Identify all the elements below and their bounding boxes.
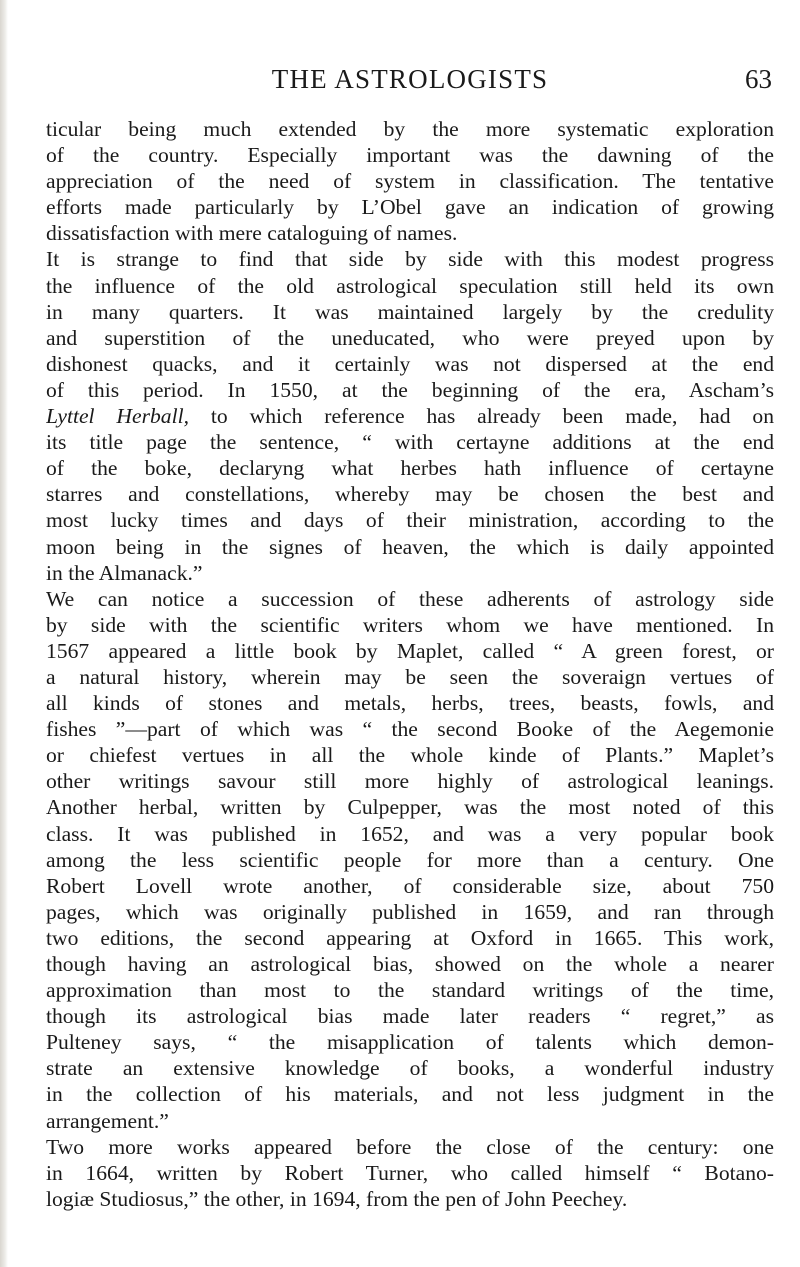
book-page — [46, 64, 774, 1212]
text-line: starres and constellations, whereby may be chosen the best and — [46, 482, 774, 507]
text-line: two editions, the second appearing at Oxford in 1665. This work, — [46, 925, 774, 950]
text-line: in the collection of his materials, and not less judgment in the — [46, 1082, 774, 1107]
body-text — [46, 116, 774, 1212]
text-line-with-italic — [46, 403, 774, 429]
text-line: approximation than most to the standard writings of the time, — [46, 978, 774, 1003]
running-head — [46, 64, 774, 104]
text-line: fishes ”—part of which was “ the second Booke of the Aegemonie — [46, 717, 774, 742]
text-line: Pulteney says, “ the misapplication of talents which demon- — [46, 1030, 774, 1055]
text-line: dishonest quacks, and it certainly was not dispersed at the end — [46, 351, 774, 376]
text-line: though its astrological bias made later readers “ regret,” as — [46, 1004, 774, 1029]
text-line: other writings savour still more highly of astrological leanings. — [46, 769, 774, 794]
text-line: logiæ Studiosus,” the other, in 1694, from the pen of John Peechey. — [46, 1186, 628, 1211]
text-line: of this period. In 1550, at the beginning of the era, Ascham’s — [46, 377, 774, 402]
text-line-rest: to which reference has already been made, had on — [189, 404, 774, 429]
text-line: though having an astrological bias, showed on the whole a nearer — [46, 952, 774, 976]
text-line: in 1664, written by Robert Turner, who called himself “ Botano- — [46, 1160, 774, 1185]
text-line: of the country. Especially important was the dawning of the — [46, 143, 774, 168]
text-line: and superstition of the uneducated, who were preyed upon by — [46, 325, 774, 350]
running-title: THE ASTROLOGISTS — [271, 64, 549, 94]
text-line: arrangement.” — [46, 1108, 169, 1133]
text-line: in the Almanack.” — [46, 560, 203, 585]
text-line: dissatisfaction with mere cataloguing of names. — [46, 221, 458, 246]
text-line: class. It was published in 1652, and was a very popular book — [46, 821, 774, 846]
text-line: Two more works appeared before the close of the century: one — [46, 1134, 774, 1159]
book-title-italic: Lyttel Herball, — [46, 404, 190, 429]
text-line: a natural history, wherein may be seen the soveraign vertues of — [46, 664, 774, 689]
text-line: all kinds of stones and metals, herbs, trees, beasts, fowls, and — [46, 691, 774, 716]
text-line: strate an extensive knowledge of books, a wonderful industry — [46, 1056, 774, 1081]
text-line: efforts made particularly by L’Obel gave an indication of growing — [46, 195, 774, 220]
text-line: Another herbal, written by Culpepper, was the most noted of this — [46, 795, 774, 820]
text-line: pages, which was originally published in 1659, and ran through — [46, 899, 774, 924]
page-number: 63 — [745, 64, 772, 94]
page-spine-shadow — [0, 0, 8, 1267]
text-line: ticular being much extended by the more systematic exploration — [46, 117, 774, 141]
text-line: It is strange to find that side by side with this modest progress — [46, 247, 774, 272]
text-line: 1567 appeared a little book by Maplet, called “ A green forest, or — [46, 638, 774, 663]
text-line: the influence of the old astrological speculation still held its own — [46, 273, 774, 298]
text-line: Robert Lovell wrote another, of considerable size, about 750 — [46, 873, 774, 898]
text-line: moon being in the signes of heaven, the which is daily appointed — [46, 534, 774, 559]
text-line: by side with the scientific writers whom we have mentioned. In — [46, 612, 774, 637]
text-line: or chiefest vertues in all the whole kinde of Plants.” Maplet’s — [46, 743, 774, 768]
text-line: among the less scientific people for more than a century. One — [46, 847, 774, 872]
text-line: of the boke, declaryng what herbes hath influence of certayne — [46, 456, 774, 481]
text-line: in many quarters. It was maintained largely by the credulity — [46, 299, 774, 324]
text-line: its title page the sentence, “ with certayne additions at the end — [46, 430, 774, 455]
text-line: appreciation of the need of system in classification. The tentative — [46, 169, 774, 194]
text-line: most lucky times and days of their ministration, according to the — [46, 508, 774, 533]
text-line: We can notice a succession of these adherents of astrology side — [46, 586, 774, 611]
